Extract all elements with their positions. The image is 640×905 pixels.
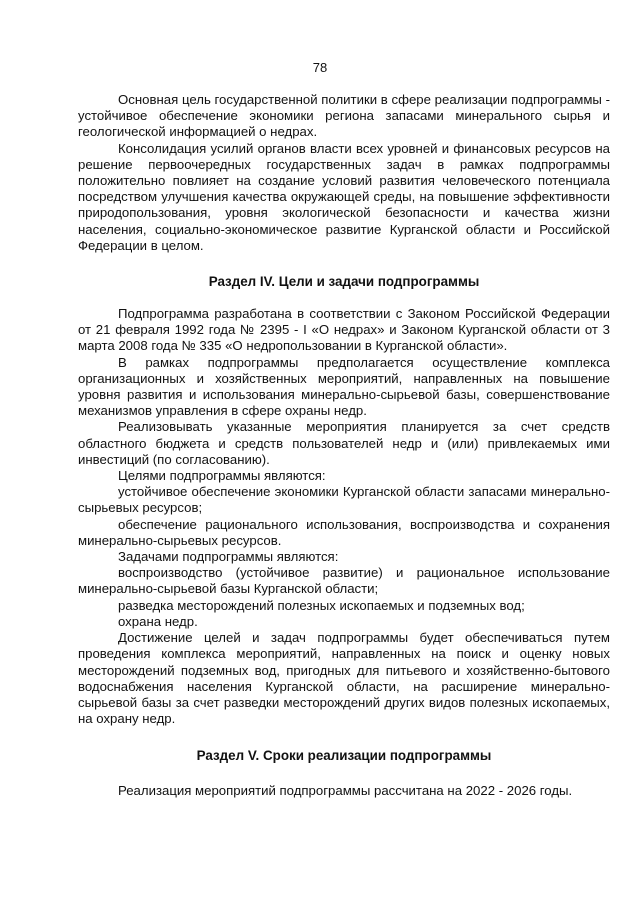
paragraph: воспроизводство (устойчивое развитие) и рациональное использование минерально-сырьевой базы Курганской области; (78, 565, 610, 597)
paragraph: Достижение целей и задач подпрограммы будет обеспечиваться путем проведения комплекса мероприятий, направленных на поиск и оценку новых месторождений подземных вод, пригодных для питьевого и хозяйственно-бытового водоснабжения населения Курганской области, на расширение минерально-сырьевой базы за счет разведки месторождений других видов полезных ископаемых, на охрану недр. (78, 630, 610, 727)
paragraph: устойчивое обеспечение экономики Курганской области запасами минерально-сырьевых ресурсов; (78, 484, 610, 516)
paragraph: Подпрограмма разработана в соответствии с Законом Российской Федерации от 21 февраля 1992 года № 2395 - I «О недрах» и Законом Курганской области от 3 марта 2008 года № 335 «О недропользовании в Курганской области». (78, 306, 610, 354)
paragraph: Реализация мероприятий подпрограммы рассчитана на 2022 - 2026 годы. (118, 783, 573, 799)
document-body (78, 92, 610, 800)
paragraph: Консолидация усилий органов власти всех уровней и финансовых ресурсов на решение первоочередных государственных задач в рамках подпрограммы положительно повлияет на создание условий развития человеческого потенциала посредством улучшения качества окружающей среды, на повышение эффективности природопользования, уровня экологической безопасности и качества жизни населения, социально-экономическое развитие Курганской области и Российской Федерации в целом. (78, 140, 610, 253)
section-heading-5: Раздел V. Сроки реализации подпрограммы (196, 748, 492, 764)
paragraph: Целями подпрограммы являются: (118, 468, 326, 484)
paragraph: В рамках подпрограммы предполагается осуществление комплекса организационных и хозяйственных мероприятий, направленных на повышение уровня развития и использования минерально-сырьевой базы, совершенствование механизмов управления в сфере охраны недр. (78, 354, 610, 419)
paragraph: разведка месторождений полезных ископаемых и подземных вод; (118, 597, 525, 613)
page-number: 78 (312, 60, 328, 75)
paragraph: охрана недр. (118, 613, 198, 629)
paragraph: Основная цель государственной политики в сфере реализации подпрограммы - устойчивое обеспечение экономики региона запасами минерального сырья и геологической информацией о недрах. (78, 92, 610, 140)
paragraph: Реализовывать указанные мероприятия планируется за счет средств областного бюджета и средств пользователей недр и (или) привлекаемых ими инвестиций (по согласованию). (78, 419, 610, 467)
paragraph: Задачами подпрограммы являются: (118, 549, 339, 565)
section-heading-4: Раздел IV. Цели и задачи подпрограммы (208, 274, 480, 290)
paragraph: обеспечение рационального использования, воспроизводства и сохранения минерально-сырьевых ресурсов. (78, 516, 610, 548)
